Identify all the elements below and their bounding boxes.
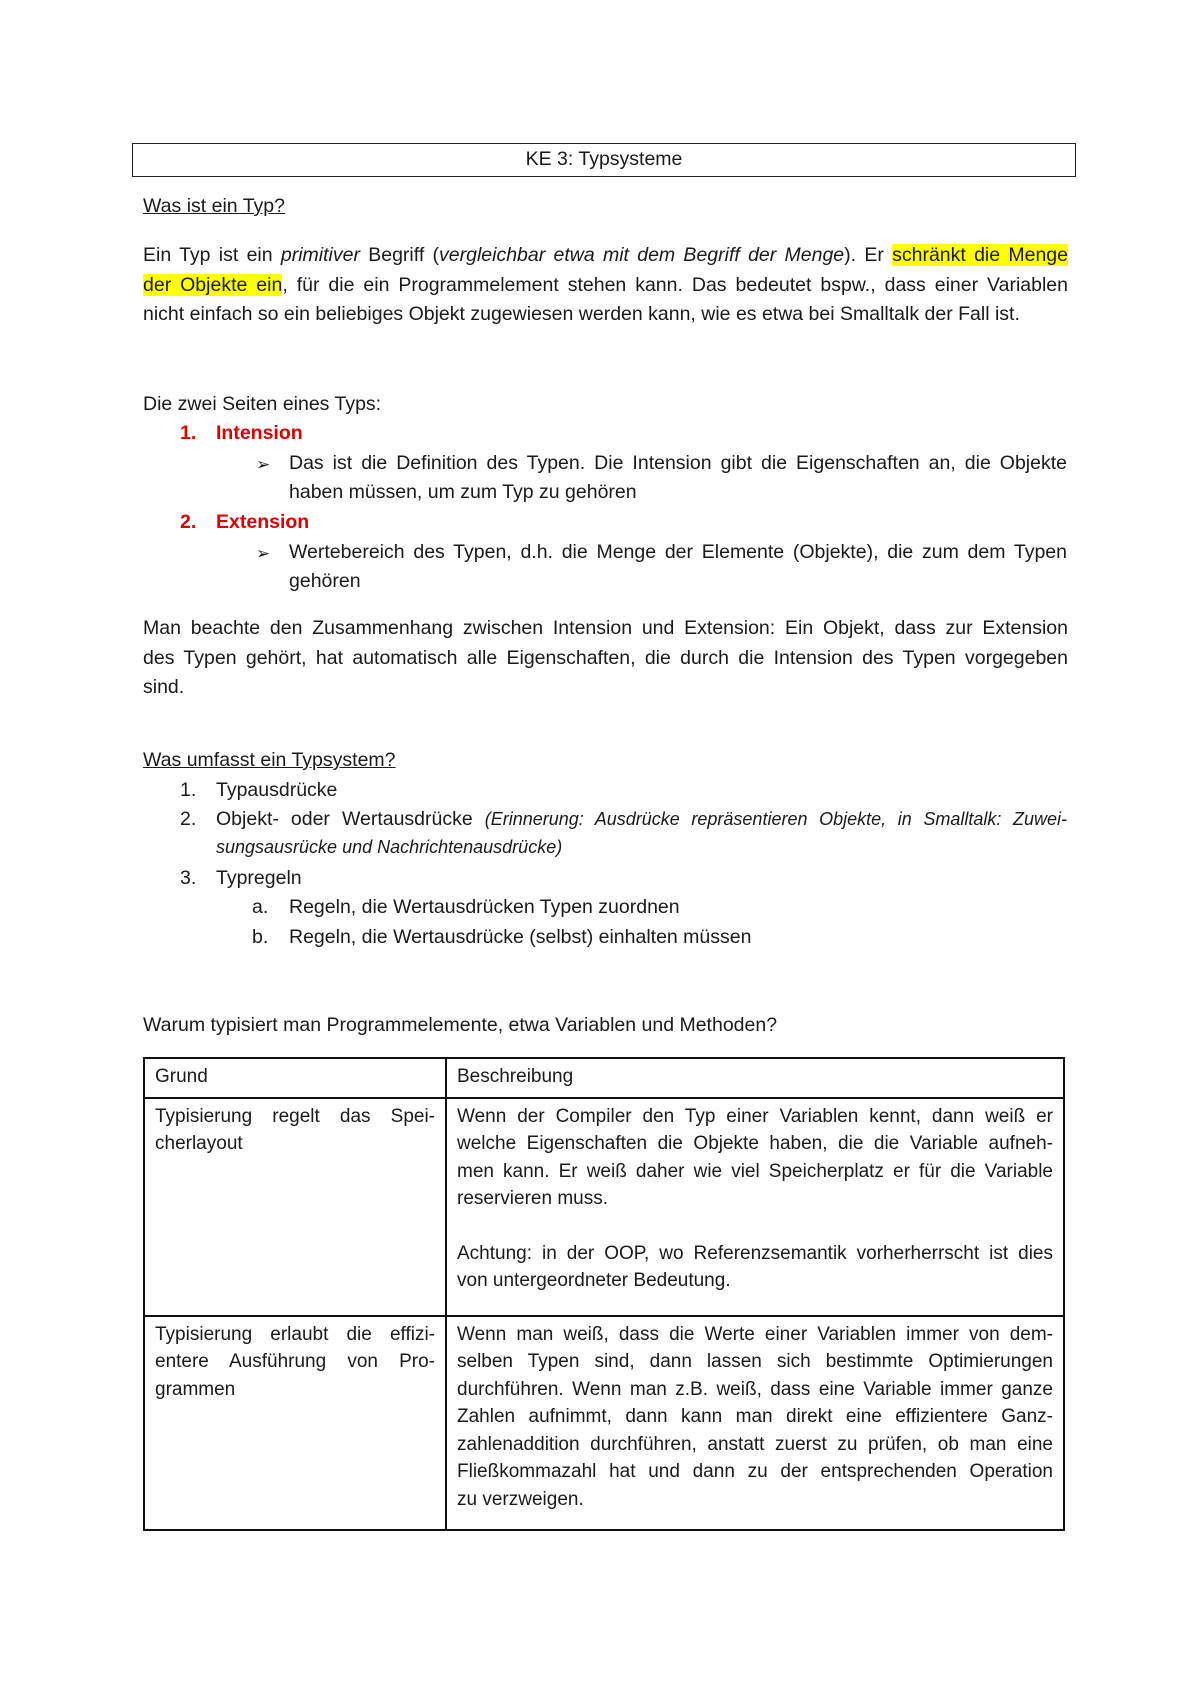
text-run: Begriff ( xyxy=(359,244,440,266)
table-row xyxy=(144,1098,1064,1316)
table-row xyxy=(144,1316,1064,1531)
list-item-wertausdruecke xyxy=(216,808,1067,831)
list-item-typregeln: Typregeln xyxy=(216,867,302,889)
paragraph-line: Man beachte den Zusammenhang zwischen Intension und Extension: Ein Objekt, dass zur Extension xyxy=(143,617,1068,639)
list-item-typausdruecke: Typausdrücke xyxy=(216,779,338,801)
cell-line: men kann. Er weiß daher wie viel Speicherplatz er für die Variable xyxy=(457,1160,1053,1182)
cell-line: durchführen. Wenn man z.B. weiß, dass eine Variable immer ganze xyxy=(457,1378,1053,1400)
cell-line: Typisierung regelt das Spei- xyxy=(155,1105,435,1127)
text-run: ). Er xyxy=(844,244,893,266)
table-header-row xyxy=(144,1058,1064,1098)
cell-line: zu verzweigen. xyxy=(457,1488,584,1510)
cell-line: Achtung: in der OOP, wo Referenzsemantik vorherherrscht ist dies xyxy=(457,1242,1053,1264)
cell-line: Fließkommazahl hat und dann zu der entsprechenden Operation xyxy=(457,1461,1053,1482)
cell-line: selben Typen sind, dann lassen sich bestimmte Optimierungen xyxy=(457,1351,1053,1372)
cell-spacer xyxy=(457,1513,1053,1523)
cell-line: zahlenaddition durchführen, anstatt zuerst zu prüfen, ob man eine xyxy=(457,1433,1053,1455)
list-item-intension: Intension xyxy=(216,422,303,444)
table-cell-grund xyxy=(144,1098,446,1316)
cell-line: Wenn man weiß, dass die Werte einer Variablen immer von dem- xyxy=(457,1323,1053,1345)
cell-line: reservieren muss. xyxy=(457,1188,608,1209)
list-number: 2. xyxy=(180,808,197,830)
list-letter: a. xyxy=(252,896,269,918)
cell-line: Typisierung erlaubt die effizi- xyxy=(155,1323,435,1345)
paragraph-line: sind. xyxy=(143,676,185,698)
page-title: KE 3: Typsysteme xyxy=(132,143,1076,177)
highlighted-text: schränkt die Menge xyxy=(892,244,1068,266)
table-cell-beschreibung xyxy=(446,1316,1064,1531)
list-number: 3. xyxy=(180,867,197,889)
list-number: 1. xyxy=(180,779,197,801)
cell-line: welche Eigenschaften die Objekte haben, die die Variable aufneh- xyxy=(457,1133,1053,1154)
list-item-extension: Extension xyxy=(216,511,310,533)
cell-line: cherlayout xyxy=(155,1133,243,1154)
list-letter: b. xyxy=(252,926,269,948)
list-number: 2. xyxy=(180,511,197,533)
extension-description-line: gehören xyxy=(289,570,361,592)
paragraph-line: nicht einfach so ein beliebiges Objekt zugewiesen werden kann, wie es etwa bei Smalltalk der Fall ist. xyxy=(143,303,1020,325)
text-run-italic: vergleichbar etwa mit dem Begriff der Menge xyxy=(439,244,845,266)
text-run-italic: primitiver xyxy=(280,244,360,266)
cell-line: von untergeordneter Bedeutung. xyxy=(457,1270,731,1291)
cell-spacer xyxy=(457,1295,1053,1309)
paragraph-line xyxy=(143,241,1068,271)
table-header-cell: Beschreibung xyxy=(446,1058,1064,1098)
table-cell-grund xyxy=(144,1316,446,1531)
paragraph-line: des Typen gehört, hat automatisch alle Eigenschaften, die durch die Intension des Typen vorgegeben xyxy=(143,646,1068,669)
paragraph-typ-definition xyxy=(143,241,1068,330)
text-run: Objekt- oder Wertausdrücke xyxy=(216,808,485,830)
section-heading-typsystem: Was umfasst ein Typsystem? xyxy=(143,749,396,771)
text-run: , für die ein Programmelement stehen kann. Das bedeutet bspw., dass einer Variablen xyxy=(282,273,1068,296)
cell-spacer xyxy=(457,1213,1053,1240)
cell-line: Zahlen aufnimmt, dann kann man direkt eine effizientere Ganz- xyxy=(457,1406,1053,1427)
cell-line: grammen xyxy=(155,1378,236,1400)
section-heading-zwei-seiten: Die zwei Seiten eines Typs: xyxy=(143,393,382,415)
section-heading-was-ist-ein-typ: Was ist ein Typ? xyxy=(143,195,285,217)
cell-line: entere Ausführung von Pro- xyxy=(155,1351,435,1372)
paragraph-line xyxy=(143,271,1068,301)
list-item-wertausdruecke-note: sungsausrücke und Nachrichtenausdrücke) xyxy=(216,837,563,857)
table-cell-beschreibung xyxy=(446,1098,1064,1316)
intension-description-line: Das ist die Definition des Typen. Die Intension gibt die Eigenschaften an, die Objekte xyxy=(289,452,1067,474)
sublist-item: Regeln, die Wertausdrücken Typen zuordnen xyxy=(289,896,680,918)
cell-line: Wenn der Compiler den Typ einer Variablen kennt, dann weiß er xyxy=(457,1105,1053,1127)
extension-description-line: Wertebereich des Typen, d.h. die Menge der Elemente (Objekte), die zum dem Typen xyxy=(289,541,1067,563)
intension-description-line: haben müssen, um zum Typ zu gehören xyxy=(289,481,637,503)
list-number: 1. xyxy=(180,422,197,444)
section-heading-warum-typisiert: Warum typisiert man Programmelemente, etwa Variablen und Methoden? xyxy=(143,1014,778,1036)
highlighted-text: der Objekte ein xyxy=(143,273,283,296)
arrow-bullet-icon: ➢ xyxy=(256,455,271,474)
text-run-italic: (Erinnerung: Ausdrücke repräsentieren Objekte, in Smalltalk: Zuwei- xyxy=(484,809,1067,829)
arrow-bullet-icon: ➢ xyxy=(256,544,271,563)
sublist-item: Regeln, die Wertausdrücke (selbst) einhalten müssen xyxy=(289,926,752,948)
table-header-cell: Grund xyxy=(144,1058,446,1098)
paragraph-zusammenhang xyxy=(143,614,1068,703)
reasons-table xyxy=(143,1057,1065,1531)
text-run: Ein Typ ist ein xyxy=(143,244,281,266)
